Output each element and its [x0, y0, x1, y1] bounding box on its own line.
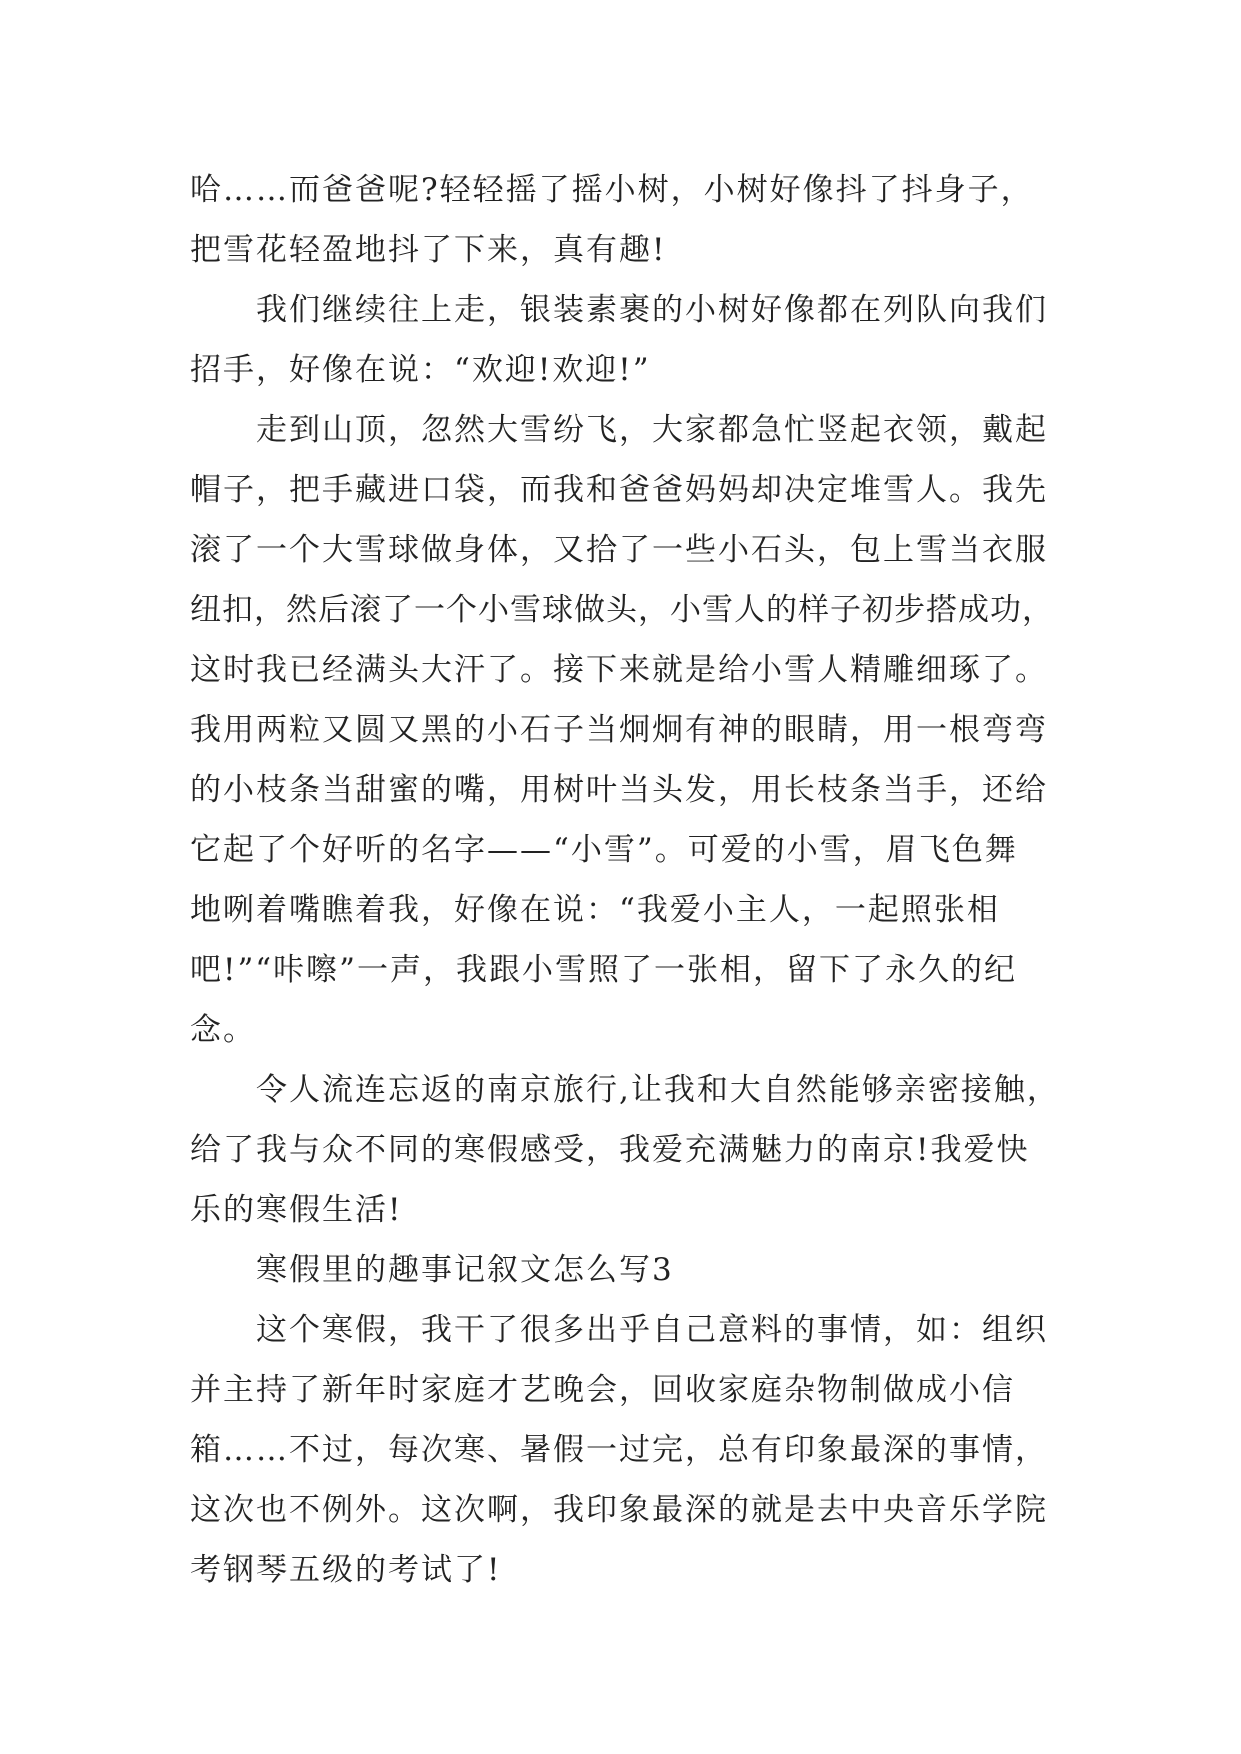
text-line: 纽扣，然后滚了一个小雪球做头，小雪人的样子初步搭成功， [190, 592, 1054, 628]
body-text [190, 160, 1060, 1600]
text-line: 我用两粒又圆又黑的小石子当炯炯有神的眼睛，用一根弯弯 [190, 712, 1048, 748]
text-line: 吧!”“咔嚓”一声，我跟小雪照了一张相，留下了永久的纪 [190, 952, 1017, 988]
text-line: 它起了个好听的名字——“小雪”。可爱的小雪，眉飞色舞 [190, 832, 1018, 868]
text-line: 走到山顶，忽然大雪纷飞，大家都急忙竖起衣领，戴起 [256, 412, 1048, 448]
text-line: 哈……而爸爸呢?轻轻摇了摇小树，小树好像抖了抖身子， [190, 172, 1034, 208]
section-heading: 寒假里的趣事记叙文怎么写3 [256, 1252, 674, 1288]
text-line: 的小枝条当甜蜜的嘴，用树叶当头发，用长枝条当手，还给 [190, 772, 1048, 808]
text-line: 并主持了新年时家庭才艺晚会，回收家庭杂物制做成小信 [190, 1372, 1015, 1408]
text-line: 这次也不例外。这次啊，我印象最深的就是去中央音乐学院 [190, 1492, 1048, 1528]
text-line: 考钢琴五级的考试了! [190, 1552, 502, 1588]
text-line: 滚了一个大雪球做身体，又拾了一些小石头，包上雪当衣服 [190, 532, 1048, 568]
text-line: 地咧着嘴瞧着我，好像在说：“我爱小主人，一起照张相 [190, 892, 1000, 928]
text-line: 我们继续往上走，银装素裹的小树好像都在列队向我们 [256, 292, 1048, 328]
text-line: 念。 [190, 1012, 256, 1048]
text-line: 乐的寒假生活! [190, 1192, 403, 1228]
text-line: 招手，好像在说：“欢迎!欢迎!” [190, 352, 651, 388]
text-line: 给了我与众不同的寒假感受，我爱充满魅力的南京!我爱快 [190, 1132, 1030, 1168]
text-line: 这时我已经满头大汗了。接下来就是给小雪人精雕细琢了。 [190, 652, 1048, 688]
text-line: 帽子，把手藏进口袋，而我和爸爸妈妈却决定堆雪人。我先 [190, 472, 1048, 508]
text-line: 这个寒假，我干了很多出乎自己意料的事情，如：组织 [256, 1312, 1048, 1348]
text-line: 箱……不过，每次寒、暑假一过完，总有印象最深的事情， [190, 1432, 1048, 1468]
text-line: 把雪花轻盈地抖了下来，真有趣! [190, 232, 667, 268]
text-line: 令人流连忘返的南京旅行,让我和大自然能够亲密接触， [256, 1072, 1060, 1108]
